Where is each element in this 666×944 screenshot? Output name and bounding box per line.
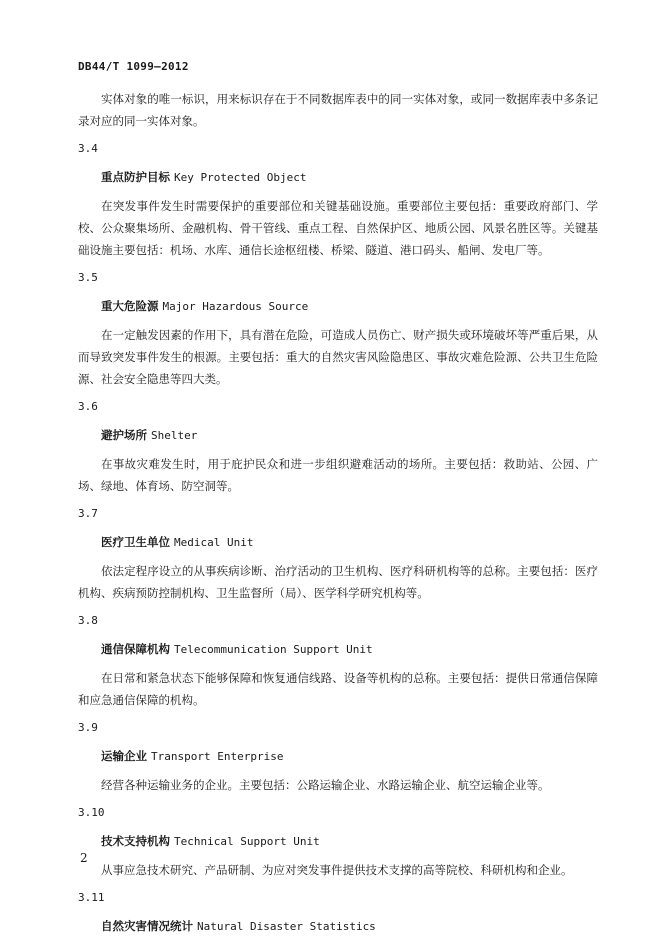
section-number: 3.7	[78, 507, 98, 520]
document-body	[78, 88, 598, 944]
section-number: 3.9	[78, 721, 98, 734]
section-3-9	[78, 717, 598, 796]
section-3-10	[78, 802, 598, 881]
term-heading	[101, 295, 598, 318]
section-3-6	[78, 396, 598, 497]
section-3-8	[78, 610, 598, 711]
section-number: 3.11	[78, 891, 105, 904]
term-zh: 技术支持机构	[101, 834, 170, 848]
section-number: 3.8	[78, 614, 98, 627]
term-definition: 在突发事件发生时需要保护的重要部位和关键基础设施。重要部位主要包括：重要政府部门、学校、公众聚集场所、金融机构、骨干管线、重点工程、自然保护区、地质公园、风景名胜区等。关键基础设施主要包括：机场、水库、通信长途枢纽楼、桥梁、隧道、港口码头、船闸、发电厂等。	[78, 199, 598, 257]
term-definition: 从事应急技术研究、产品研制、为应对突发事件提供技术支撑的高等院校、科研机构和企业。	[101, 863, 573, 877]
section-number: 3.10	[78, 806, 105, 819]
term-en: Major Hazardous Source	[162, 300, 309, 313]
term-heading	[101, 424, 598, 447]
term-en: Medical Unit	[174, 536, 254, 549]
term-zh: 重点防护目标	[101, 170, 170, 184]
term-definition: 经营各种运输业务的企业。主要包括：公路运输企业、水路运输企业、航空运输企业等。	[101, 778, 550, 792]
term-en: Natural Disaster Statistics	[197, 920, 376, 933]
section-3-7	[78, 503, 598, 604]
section-number: 3.5	[78, 271, 98, 284]
section-number: 3.6	[78, 400, 98, 413]
term-zh: 重大危险源	[101, 299, 159, 313]
term-heading	[101, 915, 598, 938]
section-number: 3.4	[78, 142, 98, 155]
term-en: Shelter	[151, 429, 198, 442]
term-zh: 自然灾害情况统计	[101, 919, 193, 933]
term-zh: 通信保障机构	[101, 642, 170, 656]
document-code: DB44/T 1099—2012	[78, 60, 189, 73]
term-zh: 运输企业	[101, 749, 147, 763]
term-heading	[101, 745, 598, 768]
term-heading	[101, 830, 598, 853]
term-heading	[101, 166, 598, 189]
section-3-11	[78, 887, 598, 938]
term-en: Technical Support Unit	[174, 835, 320, 848]
term-en: Transport Enterprise	[151, 750, 284, 763]
section-3-5	[78, 267, 598, 390]
term-en: Key Protected Object	[174, 171, 307, 184]
term-definition: 依法定程序设立的从事疾病诊断、治疗活动的卫生机构、医疗科研机构等的总称。主要包括：医疗机构、疾病预防控制机构、卫生监督所（局）、医学科学研究机构等。	[78, 564, 598, 600]
term-zh: 避护场所	[101, 428, 147, 442]
term-definition: 在一定触发因素的作用下，具有潜在危险，可造成人员伤亡、财产损失或环境破坏等严重后果，从而导致突发事件发生的根源。主要包括：重大的自然灾害风险隐患区、事故灾难危险源、公共卫生危险源、社会安全隐患等四大类。	[78, 328, 598, 386]
term-definition: 在事故灾难发生时，用于庇护民众和进一步组织避难活动的场所。主要包括：救助站、公园、广场、绿地、体育场、防空洞等。	[78, 457, 598, 493]
section-3-4	[78, 138, 598, 261]
term-definition: 在日常和紧急状态下能够保障和恢复通信线路、设备等机构的总称。主要包括：提供日常通信保障和应急通信保障的机构。	[78, 671, 598, 707]
intro-paragraph: 实体对象的唯一标识，用来标识存在于不同数据库表中的同一实体对象，或同一数据库表中多条记录对应的同一实体对象。	[78, 92, 598, 128]
term-heading	[101, 638, 598, 661]
page-number: 2	[80, 851, 88, 865]
term-heading	[101, 531, 598, 554]
term-zh: 医疗卫生单位	[101, 535, 170, 549]
term-en: Telecommunication Support Unit	[174, 643, 373, 656]
